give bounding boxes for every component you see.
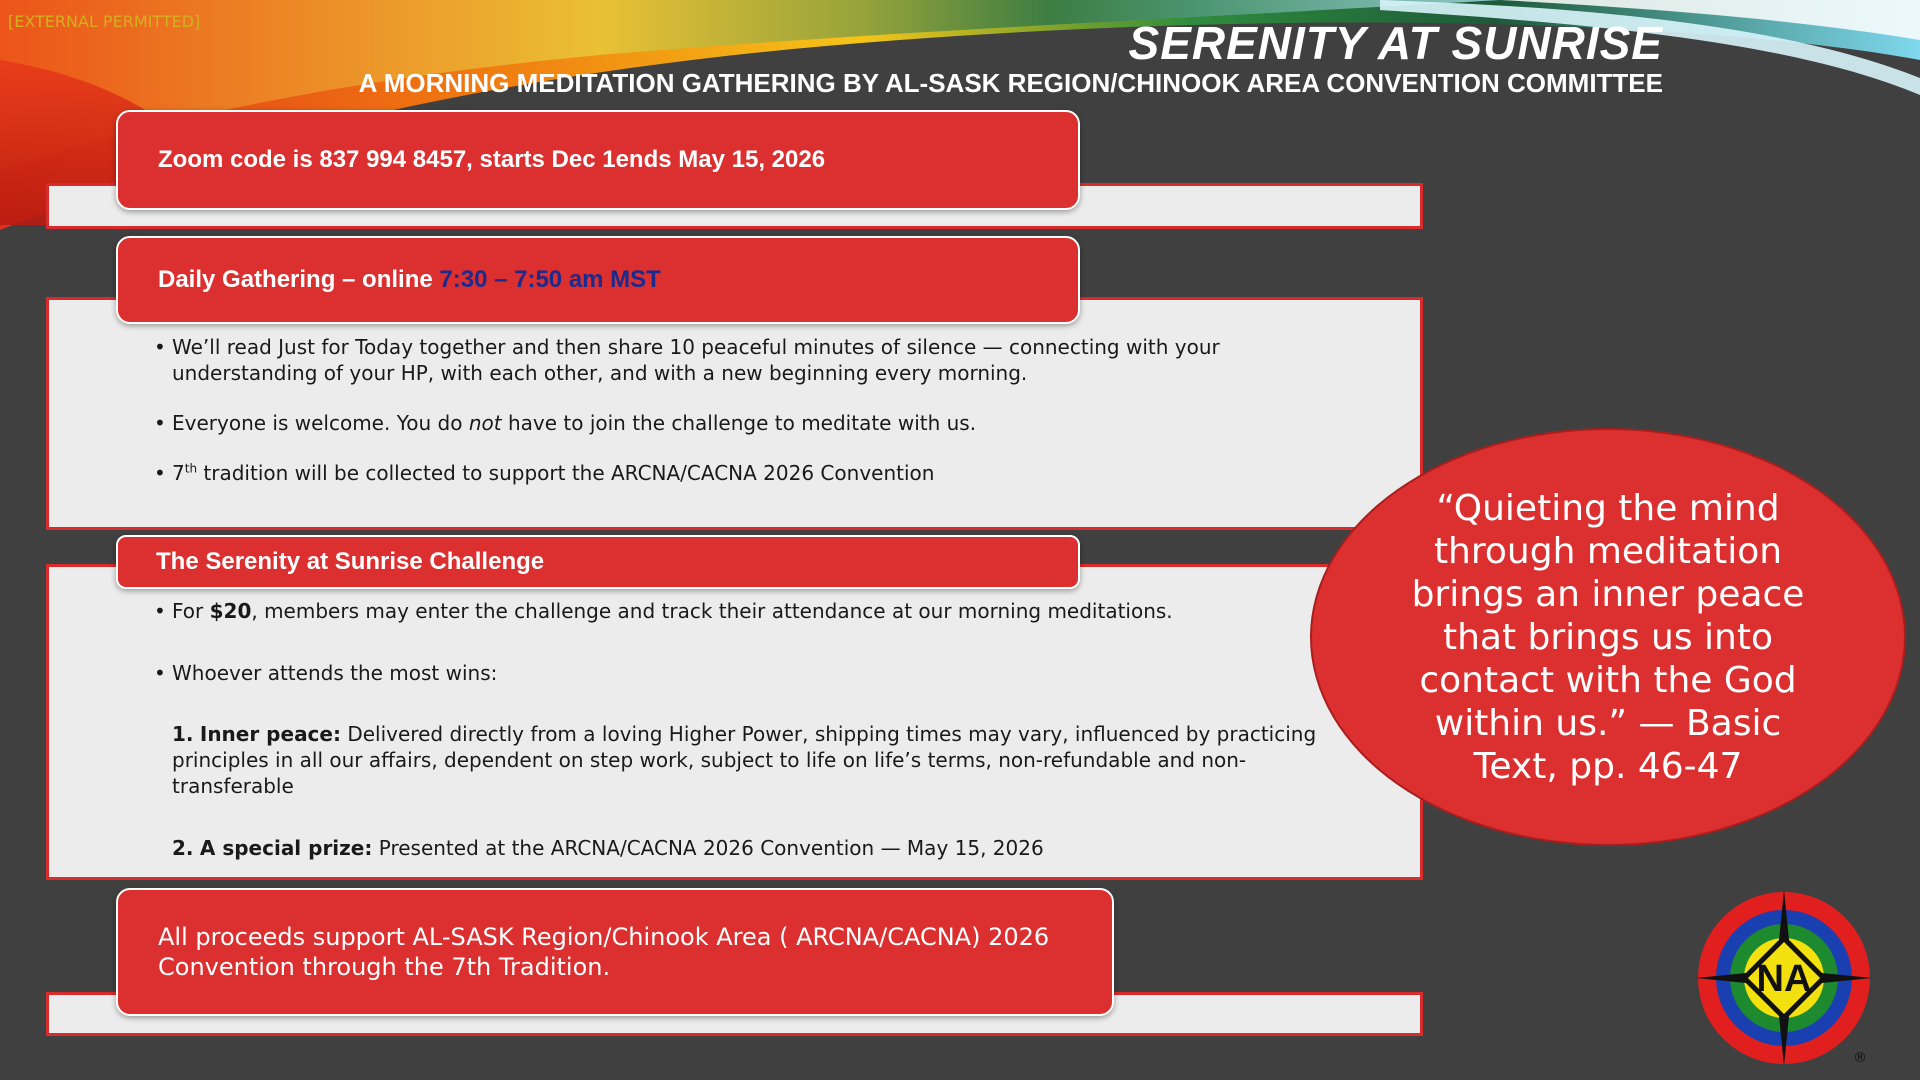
list-item <box>154 460 1254 486</box>
daily-gathering-time: 7:30 – 7:50 am MST <box>439 266 661 293</box>
prize-item <box>172 835 1324 861</box>
list-item <box>154 598 1334 624</box>
prize-list <box>172 721 1324 861</box>
proceeds-box <box>116 888 1114 1016</box>
external-permitted-tag: [EXTERNAL PERMITTED] <box>8 12 201 31</box>
zoom-header <box>116 110 1080 210</box>
bullet-text: have to join the challenge to meditate with us. <box>501 411 977 435</box>
bullet-text: Whoever attends the most wins: <box>172 661 498 685</box>
na-logo-text: NA <box>1756 958 1812 1000</box>
prize-number: 1. <box>172 722 194 746</box>
bullet-text: Everyone is welcome. You do <box>172 411 469 435</box>
list-item <box>154 660 1334 686</box>
bullet-emphasis: not <box>468 411 502 435</box>
prize-description: Delivered directly from a loving Higher Power, shipping times may vary, influenced by practicing principles in all our affairs, dependent on step work, subject to life on life’s terms, non-refundable and non-transferable <box>172 722 1317 798</box>
challenge-bullets <box>154 598 1334 686</box>
zoom-info-text: Zoom code is 837 994 8457, starts Dec 1ends May 15, 2026 <box>158 146 826 173</box>
quote-text: “Quieting the mind through meditation brings an inner peace that brings us into contact with the God within us.” — Basic Text, pp. 46-47 <box>1411 487 1805 787</box>
bullet-text: , members may enter the challenge and track their attendance at our morning meditations. <box>251 599 1173 623</box>
daily-gathering-label: Daily Gathering – online <box>158 266 440 293</box>
page-subtitle: A MORNING MEDITATION GATHERING BY AL-SASK REGION/CHINOOK AREA CONVENTION COMMITTEE <box>358 68 1663 98</box>
prize-number: 2. <box>172 836 194 860</box>
prize-name: A special prize: <box>199 836 373 860</box>
prize-item <box>172 721 1324 799</box>
na-logo <box>1694 890 1874 1065</box>
page-title: SERENITY AT SUNRISE <box>1128 17 1663 69</box>
bullet-text: tradition will be collected to support the ARCNA/CACNA 2026 Convention <box>197 461 935 485</box>
challenge-header <box>116 535 1080 589</box>
list-item <box>154 334 1254 386</box>
proceeds-text: All proceeds support AL-SASK Region/Chinook Area ( ARCNA/CACNA) 2026 Convention through the 7th Tradition. <box>158 923 1050 981</box>
prize-description: Presented at the ARCNA/CACNA 2026 Convention — May 15, 2026 <box>372 836 1044 860</box>
bullet-text: For <box>172 599 210 623</box>
challenge-title: The Serenity at Sunrise Challenge <box>156 548 545 575</box>
daily-gathering-header <box>116 236 1080 324</box>
list-item <box>154 410 1254 436</box>
quote-bubble <box>1310 428 1906 846</box>
ordinal-suffix: th <box>184 461 198 476</box>
entry-fee: $20 <box>209 599 252 623</box>
bullet-number: 7 <box>172 461 185 485</box>
registered-mark: ® <box>1853 1050 1867 1065</box>
daily-gathering-bullets <box>154 334 1254 486</box>
prize-name: Inner peace: <box>199 722 341 746</box>
bullet-text: We’ll read Just for Today together and then share 10 peaceful minutes of silence — connecting with your understanding of your HP, with each other, and with a new beginning every morning. <box>172 335 1220 385</box>
